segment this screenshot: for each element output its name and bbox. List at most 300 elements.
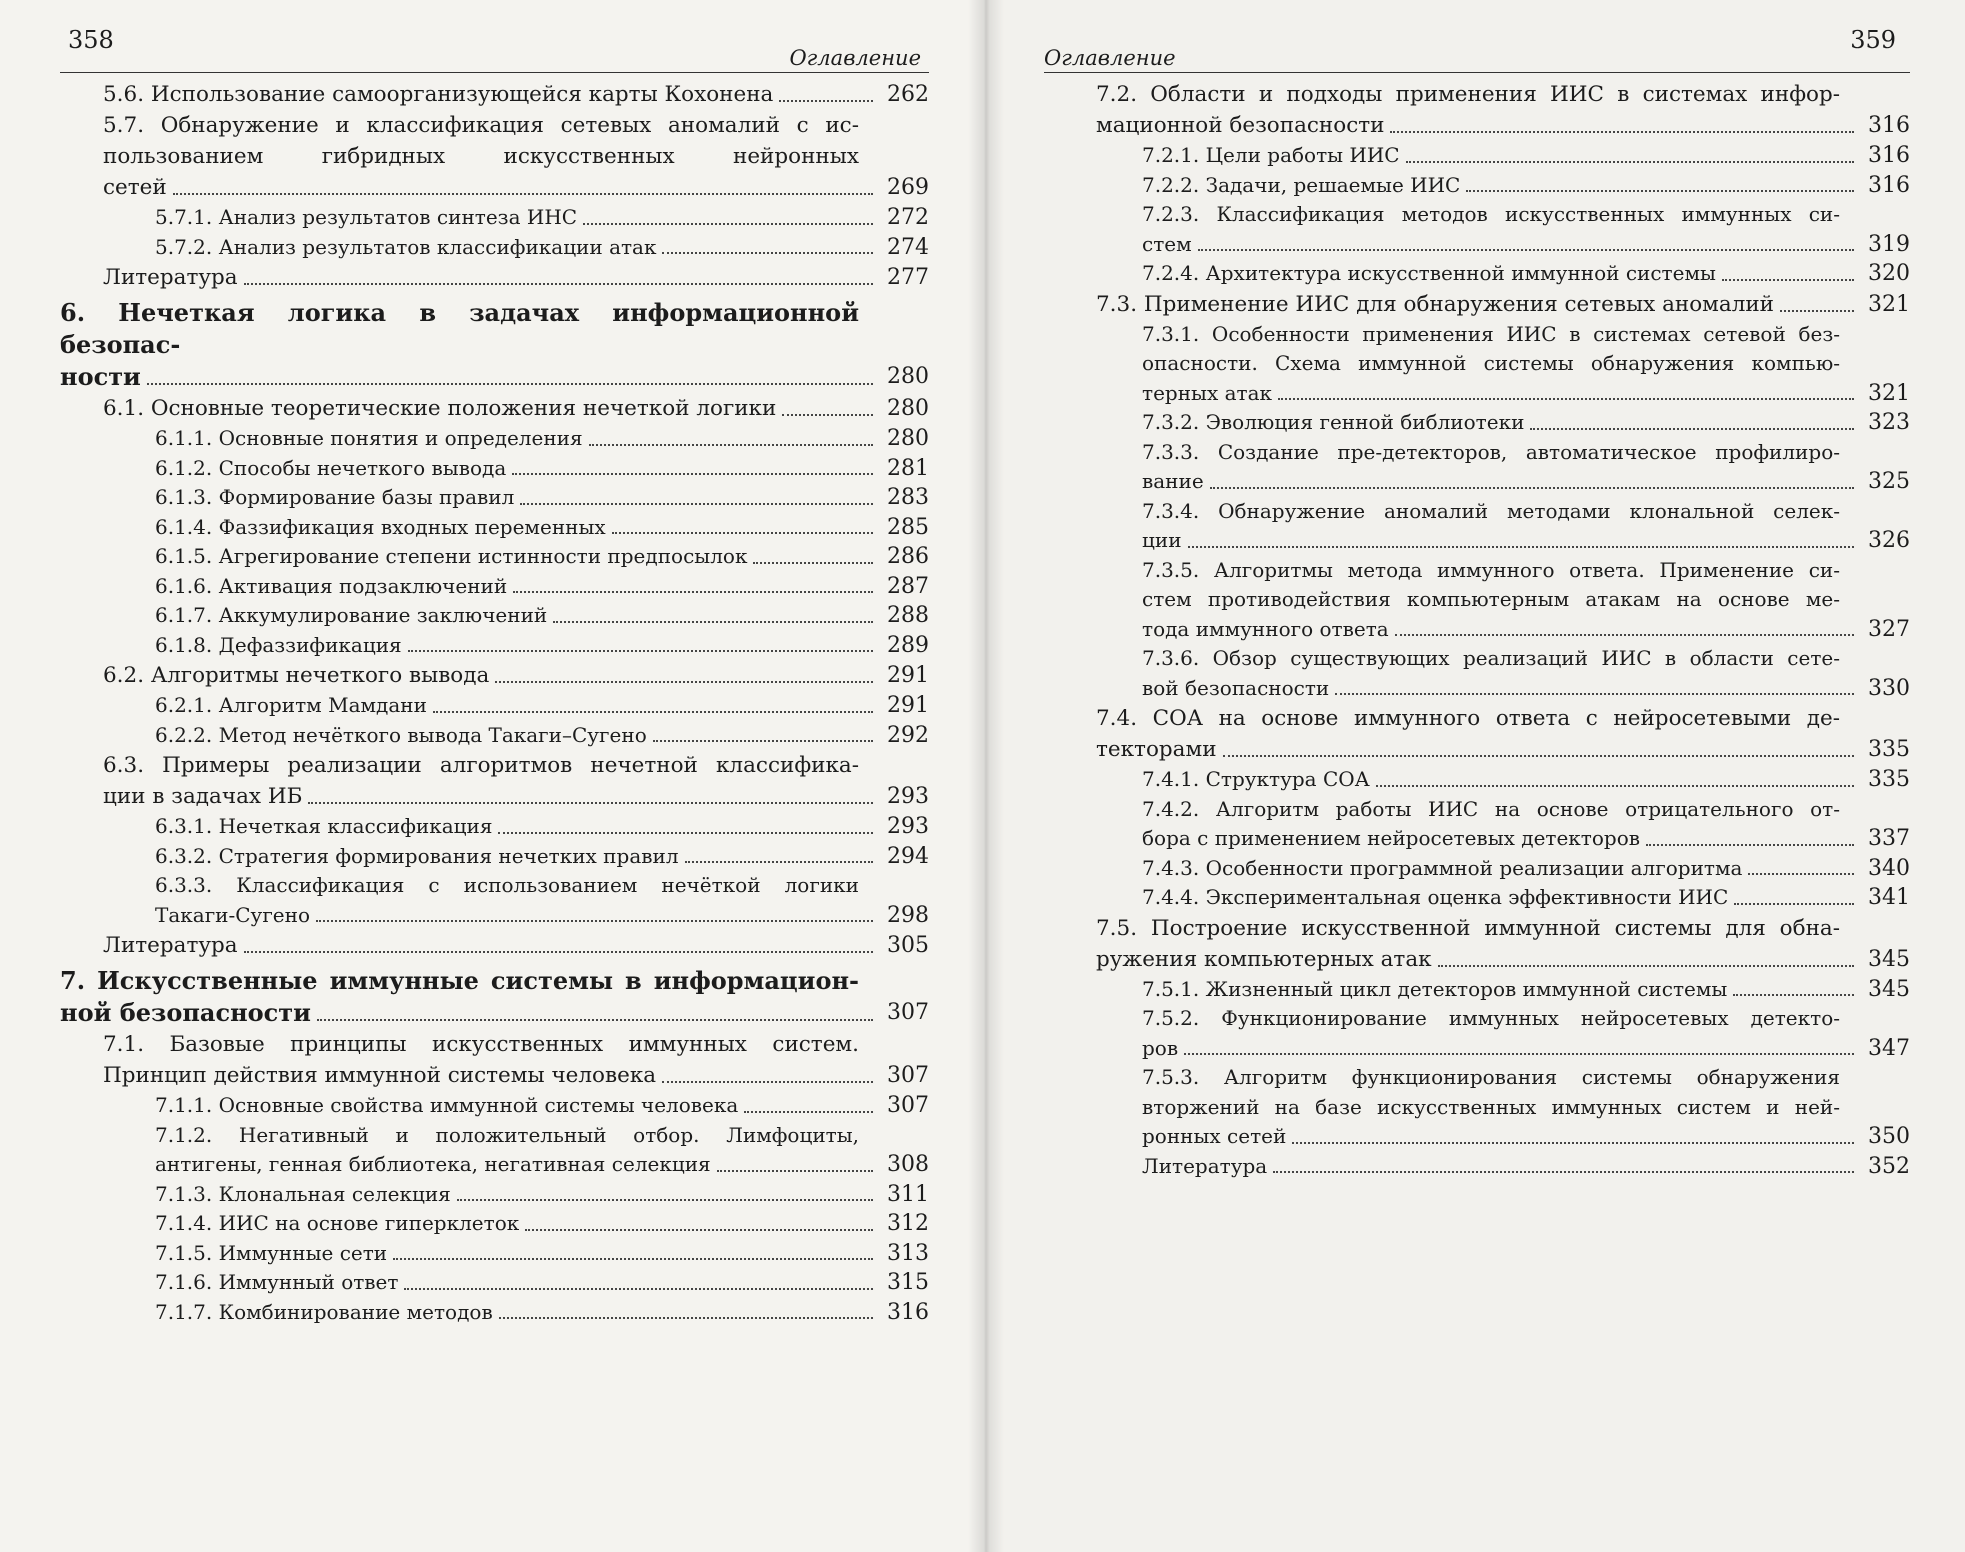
dot-leader bbox=[1335, 693, 1854, 695]
toc-entry-last-line bbox=[1142, 171, 1910, 201]
toc-page-number: 308 bbox=[887, 1152, 929, 1177]
toc-page-number: 283 bbox=[887, 485, 929, 510]
toc-entry-last-line bbox=[1142, 975, 1910, 1005]
toc-entry bbox=[1044, 765, 1910, 795]
toc-page-number: 312 bbox=[887, 1211, 929, 1236]
dot-leader bbox=[1278, 398, 1854, 400]
toc-entry-title: ности bbox=[60, 362, 141, 391]
toc-entry-last-line bbox=[155, 721, 929, 751]
toc-entry-last-line bbox=[155, 233, 929, 263]
dot-leader bbox=[317, 1019, 873, 1021]
dot-leader bbox=[308, 802, 873, 804]
toc-entry bbox=[60, 262, 929, 293]
toc-entry bbox=[60, 1268, 929, 1298]
toc-entry-title: ров bbox=[1142, 1035, 1179, 1060]
dot-leader bbox=[525, 1229, 873, 1231]
toc-entry bbox=[1044, 320, 1910, 409]
dot-leader bbox=[612, 532, 873, 534]
dot-leader bbox=[1273, 1171, 1854, 1173]
right-toc-list bbox=[1044, 79, 1910, 1181]
dot-leader bbox=[1390, 131, 1854, 133]
dot-leader bbox=[1530, 428, 1854, 430]
toc-entry-title: 6.1.4. Фаззификация входных переменных bbox=[155, 514, 606, 539]
toc-page-number: 316 bbox=[887, 1299, 929, 1325]
toc-page-number: 316 bbox=[1868, 172, 1910, 198]
toc-entry bbox=[60, 1209, 929, 1239]
toc-entry bbox=[60, 691, 929, 721]
toc-page-number: 288 bbox=[887, 603, 929, 628]
dot-leader bbox=[1734, 903, 1854, 905]
dot-leader bbox=[717, 1170, 873, 1172]
toc-entry-last-line bbox=[1096, 110, 1910, 141]
toc-entry-line: 6. Нечеткая логика в задачах информационной безопас- bbox=[60, 298, 859, 359]
toc-page-number: 337 bbox=[1868, 826, 1910, 851]
toc-entry-line: пользованием гибридных искусственных нейронных bbox=[103, 144, 859, 169]
toc-entry-line: 7.5.2. Функционирование иммунных нейросетевых детекто- bbox=[1142, 1006, 1840, 1030]
dot-leader bbox=[520, 503, 873, 505]
toc-entry-last-line bbox=[155, 1239, 929, 1269]
toc-entry-line: 7.3.6. Обзор существующих реализаций ИИС в области сете- bbox=[1142, 646, 1840, 670]
toc-entry bbox=[60, 572, 929, 602]
toc-entry-last-line bbox=[1142, 230, 1910, 260]
toc-entry-line: 7.3.3. Создание пре-детекторов, автоматическое профилиро- bbox=[1142, 439, 1840, 464]
toc-entry-last-line bbox=[155, 483, 929, 513]
toc-entry-line: 7.5. Построение искусственной иммунной системы для обна- bbox=[1096, 915, 1840, 941]
dot-leader bbox=[433, 711, 873, 713]
dot-leader bbox=[316, 920, 873, 922]
toc-entry-title: ции bbox=[1142, 528, 1182, 552]
toc-entry bbox=[60, 1298, 929, 1328]
toc-entry-line: 7.5.3. Алгоритм функционирования системы обнаружения bbox=[1142, 1065, 1840, 1089]
toc-page-number: 335 bbox=[1868, 737, 1910, 762]
toc-entry-title: вой безопасности bbox=[1142, 675, 1330, 700]
toc-entry bbox=[60, 542, 929, 572]
toc-entry-line: вторжений на базе искусственных иммунных систем и ней- bbox=[1142, 1094, 1840, 1119]
toc-entry-line: стем противодействия компьютерным атакам на основе ме- bbox=[1142, 587, 1840, 611]
toc-entry-title: Литература bbox=[103, 933, 238, 958]
toc-page-number: 286 bbox=[887, 544, 929, 569]
dot-leader bbox=[1466, 190, 1854, 192]
dot-leader bbox=[1780, 310, 1854, 312]
toc-entry bbox=[1044, 438, 1910, 497]
toc-entry-title: ружения компьютерных атак bbox=[1096, 946, 1432, 972]
toc-entry-last-line bbox=[60, 361, 929, 393]
toc-entry-last-line bbox=[155, 812, 929, 842]
toc-entry-title: Литература bbox=[1142, 1153, 1268, 1178]
toc-entry-title: 6.1.8. Дефаззификация bbox=[155, 632, 402, 657]
toc-entry bbox=[60, 513, 929, 543]
toc-entry-last-line bbox=[155, 572, 929, 602]
toc-entry-title: 6.1.7. Аккумулирование заключений bbox=[155, 603, 548, 627]
toc-entry bbox=[1044, 79, 1910, 141]
dot-leader bbox=[244, 951, 873, 953]
toc-entry bbox=[60, 424, 929, 454]
toc-entry bbox=[60, 1121, 929, 1180]
toc-entry-line: 7.4.2. Алгоритм работы ИИС на основе отрицательного от- bbox=[1142, 796, 1840, 821]
toc-entry-title: терных атак bbox=[1142, 380, 1272, 405]
dot-leader bbox=[1223, 755, 1854, 757]
toc-entry-last-line bbox=[1096, 944, 1910, 975]
book-gutter bbox=[968, 0, 1004, 1552]
toc-entry-title: 7.2.2. Задачи, решаемые ИИС bbox=[1142, 172, 1461, 197]
toc-entry-title: 6.1.5. Агрегирование степени истинности предпосылок bbox=[155, 544, 748, 568]
toc-page-number: 340 bbox=[1868, 855, 1910, 881]
toc-entry-line: 6.3.3. Классификация с использованием нечёткой логики bbox=[155, 873, 859, 897]
toc-entry-last-line bbox=[103, 393, 929, 424]
toc-entry-last-line bbox=[1142, 883, 1910, 913]
toc-entry-title: мационной безопасности bbox=[1096, 113, 1385, 138]
toc-entry bbox=[1044, 883, 1910, 913]
toc-entry-title: 7.1.4. ИИС на основе гиперклеток bbox=[155, 1211, 520, 1235]
toc-page-number: 307 bbox=[887, 1063, 929, 1088]
toc-entry-last-line bbox=[1142, 1034, 1910, 1064]
toc-entry-title: 6.3.1. Нечеткая классификация bbox=[155, 814, 493, 838]
toc-entry bbox=[1044, 1063, 1910, 1152]
toc-page-number: 294 bbox=[887, 843, 929, 869]
dot-leader bbox=[1376, 785, 1854, 787]
toc-entry-title: 7.1.5. Иммунные сети bbox=[155, 1240, 388, 1265]
toc-page-number: 330 bbox=[1868, 675, 1910, 701]
toc-entry bbox=[1044, 556, 1910, 645]
toc-entry bbox=[60, 631, 929, 661]
toc-entry-last-line bbox=[155, 1268, 929, 1298]
toc-page-number: 280 bbox=[887, 364, 929, 389]
toc-entry bbox=[60, 871, 929, 930]
toc-page-number: 326 bbox=[1868, 528, 1910, 553]
toc-page-number: 335 bbox=[1868, 767, 1910, 792]
dot-leader bbox=[1406, 161, 1854, 163]
toc-entry bbox=[1044, 795, 1910, 854]
toc-entry-last-line bbox=[103, 660, 929, 691]
toc-entry bbox=[60, 110, 929, 203]
dot-leader bbox=[404, 1288, 873, 1290]
dot-leader bbox=[589, 444, 873, 446]
toc-entry-title: Такаги-Сугено bbox=[155, 902, 311, 927]
dot-leader bbox=[662, 252, 873, 254]
toc-entry-last-line bbox=[155, 1298, 929, 1328]
toc-entry-last-line bbox=[155, 513, 929, 543]
toc-entry bbox=[60, 79, 929, 110]
toc-entry-title: 5.7.1. Анализ результатов синтеза ИНС bbox=[155, 205, 578, 229]
right-running-title: Оглавление bbox=[1044, 46, 1176, 70]
toc-entry-title: 6.1.2. Способы нечеткого вывода bbox=[155, 455, 507, 480]
dot-leader bbox=[499, 1317, 873, 1319]
toc-page-number: 319 bbox=[1868, 231, 1910, 257]
dot-leader bbox=[744, 1111, 873, 1113]
toc-entry-last-line bbox=[1142, 408, 1910, 438]
toc-entry-last-line bbox=[155, 1209, 929, 1239]
toc-entry-line: 7.4. СОА на основе иммунного ответа с нейросетевыми де- bbox=[1096, 706, 1840, 731]
dot-leader bbox=[513, 591, 873, 593]
toc-page-number: 323 bbox=[1868, 410, 1910, 435]
left-page-header bbox=[60, 22, 929, 73]
toc-entry-last-line bbox=[1142, 824, 1910, 854]
toc-entry-last-line bbox=[1142, 674, 1910, 704]
dot-leader bbox=[653, 740, 873, 742]
toc-entry-line: 6.3. Примеры реализации алгоритмов нечетной классифика- bbox=[103, 753, 859, 778]
dot-leader bbox=[782, 414, 873, 416]
toc-entry-line: 7.3.4. Обнаружение аномалий методами клональной селек- bbox=[1142, 498, 1840, 523]
toc-entry-title: 7.5.1. Жизненный цикл детекторов иммунной системы bbox=[1142, 976, 1728, 1001]
toc-page-number: 325 bbox=[1868, 469, 1910, 494]
toc-entry-last-line bbox=[155, 454, 929, 484]
toc-entry bbox=[60, 1029, 929, 1091]
toc-entry-last-line bbox=[103, 262, 929, 293]
toc-entry-last-line bbox=[155, 901, 929, 931]
toc-page-number: 347 bbox=[1868, 1035, 1910, 1061]
toc-entry-last-line bbox=[155, 842, 929, 872]
left-toc-list bbox=[60, 79, 929, 1327]
toc-entry-title: 7.4.4. Экспериментальная оценка эффективности ИИС bbox=[1142, 885, 1729, 909]
dot-leader bbox=[1210, 487, 1854, 489]
dot-leader bbox=[1646, 844, 1854, 846]
toc-page-number: 316 bbox=[1868, 113, 1910, 138]
toc-entry bbox=[60, 1091, 929, 1121]
dot-leader bbox=[498, 832, 873, 834]
toc-entry-title: вание bbox=[1142, 469, 1204, 493]
toc-page-number: 316 bbox=[1868, 143, 1910, 168]
toc-entry bbox=[60, 297, 929, 393]
toc-entry-last-line bbox=[1142, 854, 1910, 884]
toc-entry-last-line bbox=[155, 691, 929, 721]
left-running-title: Оглавление bbox=[789, 46, 921, 70]
toc-page-number: 350 bbox=[1868, 1124, 1910, 1149]
dot-leader bbox=[244, 283, 873, 285]
toc-page-number: 292 bbox=[887, 722, 929, 748]
toc-page-number: 305 bbox=[887, 933, 929, 958]
dot-leader bbox=[1438, 965, 1854, 967]
toc-entry-title: бора с применением нейросетевых детекторов bbox=[1142, 826, 1641, 850]
toc-entry-title: 6.2.2. Метод нечёткого вывода Такаги–Сугено bbox=[155, 722, 647, 747]
dot-leader bbox=[553, 621, 873, 623]
toc-page-number: 277 bbox=[887, 265, 929, 290]
toc-page-number: 280 bbox=[887, 396, 929, 421]
dot-leader bbox=[662, 1081, 873, 1083]
toc-entry-line: 7.3.5. Алгоритмы метода иммунного ответа. Применение си- bbox=[1142, 557, 1840, 582]
toc-entry-title: 6.3.2. Стратегия формирования нечетких правил bbox=[155, 843, 679, 868]
toc-entry bbox=[1044, 1152, 1910, 1182]
toc-entry-last-line bbox=[1142, 526, 1910, 556]
toc-entry bbox=[60, 233, 929, 263]
toc-page-number: 262 bbox=[887, 82, 929, 107]
toc-entry bbox=[60, 750, 929, 812]
toc-entry-last-line bbox=[60, 997, 929, 1029]
toc-entry-title: Принцип действия иммунной системы человека bbox=[103, 1063, 657, 1088]
toc-entry bbox=[60, 203, 929, 233]
toc-page-number: 285 bbox=[887, 514, 929, 540]
toc-entry-title: 6.1.3. Формирование базы правил bbox=[155, 485, 515, 509]
toc-page-number: 321 bbox=[1868, 291, 1910, 317]
toc-entry-last-line bbox=[155, 631, 929, 661]
dot-leader bbox=[1722, 279, 1854, 281]
dot-leader bbox=[457, 1199, 873, 1201]
toc-page-number: 321 bbox=[1868, 380, 1910, 406]
dot-leader bbox=[512, 473, 873, 475]
toc-entry-line: 7.3.1. Особенности применения ИИС в системах сетевой без- bbox=[1142, 321, 1840, 346]
dot-leader bbox=[1184, 1053, 1854, 1055]
toc-entry-title: 7.4.3. Особенности программной реализации алгоритма bbox=[1142, 855, 1743, 880]
dot-leader bbox=[1395, 634, 1854, 636]
toc-entry bbox=[1044, 644, 1910, 703]
toc-entry-last-line bbox=[103, 1060, 929, 1091]
toc-entry-title: 7.1.3. Клональная селекция bbox=[155, 1181, 451, 1206]
dot-leader bbox=[495, 681, 873, 683]
toc-entry-last-line bbox=[103, 781, 929, 812]
toc-entry-title: ции в задачах ИБ bbox=[103, 784, 303, 809]
toc-entry bbox=[1044, 200, 1910, 259]
toc-entry-last-line bbox=[1142, 765, 1910, 795]
toc-entry bbox=[1044, 913, 1910, 975]
dot-leader bbox=[753, 562, 873, 564]
toc-entry-title: сетей bbox=[103, 175, 167, 200]
toc-page-number: 293 bbox=[887, 784, 929, 809]
toc-page-number: 313 bbox=[887, 1240, 929, 1266]
right-page-number: 359 bbox=[1850, 26, 1896, 54]
toc-page-number: 320 bbox=[1868, 261, 1910, 286]
toc-entry-title: 7.1.7. Комбинирование методов bbox=[155, 1299, 493, 1324]
toc-entry-title: стем bbox=[1142, 231, 1192, 256]
dot-leader bbox=[147, 383, 873, 385]
dot-leader bbox=[1733, 994, 1854, 996]
toc-entry-title: ронных сетей bbox=[1142, 1124, 1287, 1148]
toc-entry bbox=[60, 812, 929, 842]
toc-entry-title: антигены, генная библиотека, негативная селекция bbox=[155, 1152, 711, 1176]
dot-leader bbox=[1188, 546, 1854, 548]
toc-entry-last-line bbox=[1142, 615, 1910, 645]
toc-entry-last-line bbox=[1142, 1152, 1910, 1182]
toc-entry-title: ной безопасности bbox=[60, 998, 311, 1027]
toc-entry-last-line bbox=[103, 930, 929, 961]
toc-page-number: 269 bbox=[887, 175, 929, 200]
toc-page-number: 293 bbox=[887, 814, 929, 839]
toc-page-number: 289 bbox=[887, 632, 929, 658]
toc-entry-line: 7.2.3. Классификация методов искусственных иммунных си- bbox=[1142, 202, 1840, 226]
toc-entry-last-line bbox=[103, 79, 929, 110]
toc-page-number: 291 bbox=[887, 693, 929, 718]
toc-entry-title: 7.2.4. Архитектура искусственной иммунной системы bbox=[1142, 261, 1716, 285]
toc-page-number: 341 bbox=[1868, 885, 1910, 910]
toc-entry bbox=[60, 1239, 929, 1269]
toc-entry-last-line bbox=[155, 1091, 929, 1121]
toc-entry-title: 6.1.1. Основные понятия и определения bbox=[155, 426, 583, 450]
toc-entry-title: 6.2.1. Алгоритм Мамдани bbox=[155, 693, 427, 717]
toc-entry-title: текторами bbox=[1096, 737, 1217, 762]
toc-entry-line: опасности. Схема иммунной системы обнаружения компью- bbox=[1142, 351, 1840, 375]
toc-entry-line: 5.7. Обнаружение и классификация сетевых аномалий с ис- bbox=[103, 113, 859, 138]
dot-leader bbox=[1292, 1142, 1854, 1144]
dot-leader bbox=[408, 650, 873, 652]
toc-entry bbox=[60, 660, 929, 691]
toc-page-number: 345 bbox=[1868, 976, 1910, 1002]
toc-entry bbox=[60, 393, 929, 424]
toc-entry-last-line bbox=[1096, 734, 1910, 765]
toc-entry bbox=[60, 721, 929, 751]
toc-entry-title: Литература bbox=[103, 265, 238, 290]
dot-leader bbox=[583, 223, 873, 225]
toc-entry-title: 6.1.6. Активация подзаключений bbox=[155, 573, 508, 598]
toc-entry-line: 7. Искусственные иммунные системы в информацион- bbox=[60, 966, 859, 995]
toc-entry-last-line bbox=[155, 1180, 929, 1210]
dot-leader bbox=[685, 861, 873, 863]
toc-entry-title: 5.7.2. Анализ результатов классификации атак bbox=[155, 234, 657, 259]
toc-page-number: 287 bbox=[887, 573, 929, 599]
toc-page-number: 274 bbox=[887, 234, 929, 260]
dot-leader bbox=[1748, 873, 1854, 875]
toc-entry-last-line bbox=[155, 601, 929, 631]
toc-entry-last-line bbox=[1142, 379, 1910, 409]
toc-entry bbox=[60, 454, 929, 484]
dot-leader bbox=[393, 1258, 873, 1260]
toc-page-number: 291 bbox=[887, 663, 929, 688]
toc-page-number: 272 bbox=[887, 205, 929, 230]
toc-entry-last-line bbox=[155, 203, 929, 233]
toc-entry bbox=[60, 965, 929, 1029]
toc-entry-last-line bbox=[1142, 141, 1910, 171]
toc-entry-line: 7.1. Базовые принципы искусственных иммунных систем. bbox=[103, 1032, 859, 1057]
toc-entry bbox=[1044, 497, 1910, 556]
toc-entry bbox=[60, 930, 929, 961]
toc-entry bbox=[60, 601, 929, 631]
toc-entry bbox=[1044, 854, 1910, 884]
toc-page-number: 298 bbox=[887, 902, 929, 928]
toc-page-number: 280 bbox=[887, 426, 929, 451]
toc-entry-last-line bbox=[1096, 289, 1910, 320]
toc-entry-title: 7.1.1. Основные свойства иммунной системы человека bbox=[155, 1093, 739, 1117]
toc-entry-title: 7.4.1. Структура СОА bbox=[1142, 767, 1370, 791]
toc-entry-title: 7.3.2. Эволюция генной библиотеки bbox=[1142, 410, 1525, 434]
toc-entry-title: 7.2.1. Цели работы ИИС bbox=[1142, 143, 1400, 167]
toc-entry-last-line bbox=[155, 1150, 929, 1180]
toc-entry bbox=[1044, 408, 1910, 438]
toc-entry-last-line bbox=[1142, 467, 1910, 497]
toc-entry-last-line bbox=[1142, 259, 1910, 289]
dot-leader bbox=[779, 100, 873, 102]
toc-entry bbox=[1044, 289, 1910, 320]
toc-entry-last-line bbox=[1142, 1122, 1910, 1152]
dot-leader bbox=[173, 193, 873, 195]
toc-entry-title: 6.2. Алгоритмы нечеткого вывода bbox=[103, 663, 490, 688]
toc-entry-line: 7.1.2. Негативный и положительный отбор. Лимфоциты, bbox=[155, 1122, 859, 1147]
right-page-header bbox=[1044, 22, 1910, 73]
toc-entry-title: 7.1.6. Иммунный ответ bbox=[155, 1270, 399, 1294]
toc-entry bbox=[60, 483, 929, 513]
toc-entry bbox=[1044, 703, 1910, 765]
toc-page-number: 345 bbox=[1868, 946, 1910, 972]
toc-entry bbox=[1044, 975, 1910, 1005]
toc-page-number: 311 bbox=[887, 1181, 929, 1207]
toc-entry-last-line bbox=[155, 542, 929, 572]
toc-page-number: 315 bbox=[887, 1270, 929, 1295]
dot-leader bbox=[1198, 249, 1854, 251]
toc-entry bbox=[1044, 1004, 1910, 1063]
toc-entry-line: 7.2. Области и подходы применения ИИС в системах инфор- bbox=[1096, 82, 1840, 107]
toc-entry bbox=[1044, 259, 1910, 289]
toc-entry-title: тода иммунного ответа bbox=[1142, 616, 1389, 641]
right-page bbox=[984, 0, 1965, 1552]
toc-page-number: 352 bbox=[1868, 1153, 1910, 1179]
toc-entry-title: 7.3. Применение ИИС для обнаружения сетевых аномалий bbox=[1096, 291, 1775, 317]
toc-entry-title: 5.6. Использование самоорганизующейся карты Кохонена bbox=[103, 82, 774, 107]
toc-entry bbox=[1044, 171, 1910, 201]
toc-entry bbox=[60, 1180, 929, 1210]
toc-entry-last-line bbox=[155, 424, 929, 454]
toc-page-number: 327 bbox=[1868, 616, 1910, 642]
toc-page-number: 307 bbox=[887, 1093, 929, 1118]
left-page-number: 358 bbox=[68, 26, 114, 54]
toc-entry bbox=[1044, 141, 1910, 171]
toc-page-number: 281 bbox=[887, 455, 929, 481]
toc-page-number: 307 bbox=[887, 1000, 929, 1025]
